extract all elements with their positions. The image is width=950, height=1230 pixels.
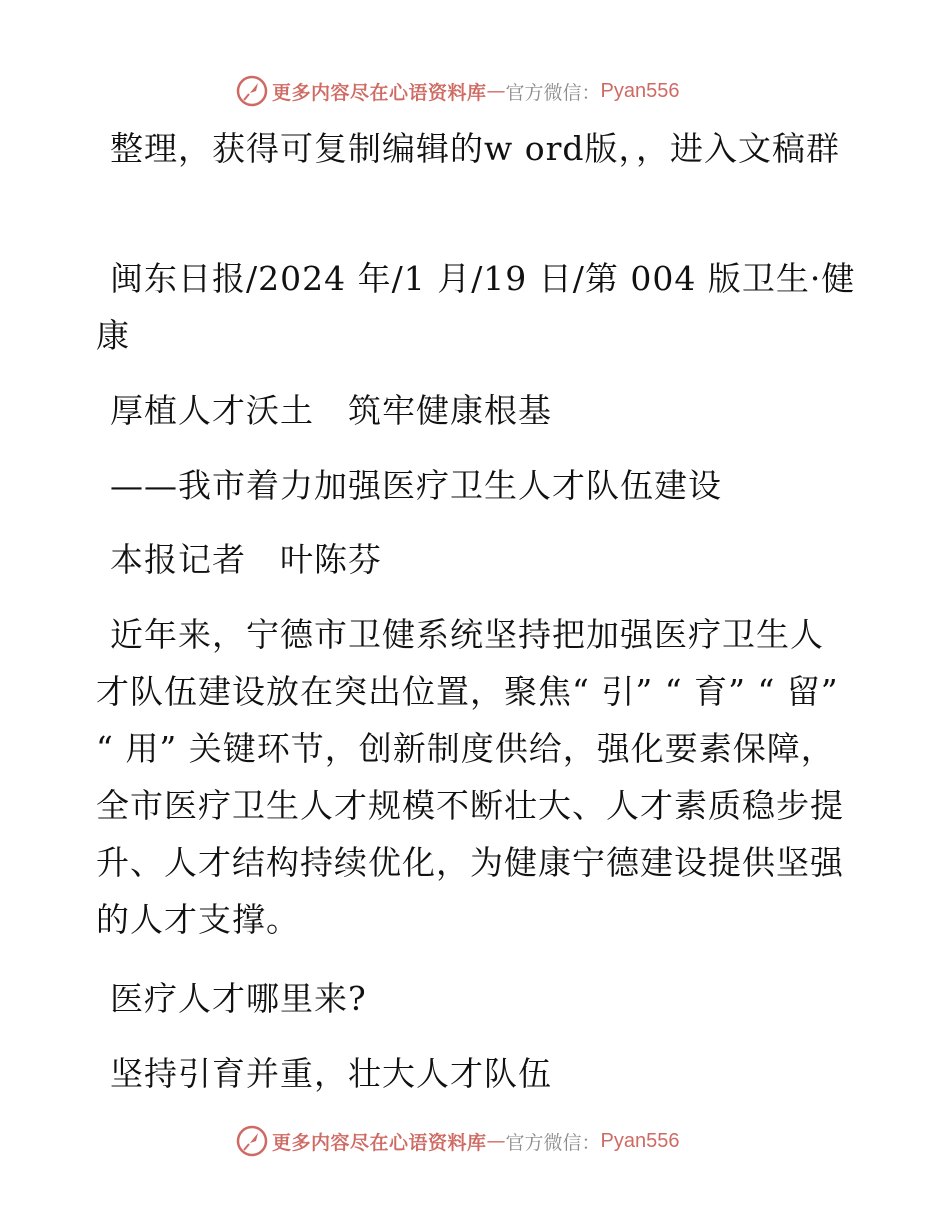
watermark-footer: [236, 1124, 680, 1158]
watermark-id: Pyan556: [600, 1129, 680, 1152]
watermark-subtitle: 官方微信：: [505, 1131, 601, 1154]
watermark-subtitle: 官方微信：: [505, 81, 601, 104]
section-heading: 坚持引育并重，壮大人才队伍: [110, 1054, 552, 1093]
watermark-separator: —: [486, 1130, 506, 1152]
watermark-header: [236, 74, 680, 108]
watermark-id: Pyan556: [600, 79, 680, 102]
paragraph-source-line: 闽东日报/2024 年/1 月/19 日/第 004 版卫生·健康: [96, 259, 856, 355]
article-title: 厚植人才沃土 筑牢健康根基: [110, 391, 552, 430]
section-question: 医疗人才哪里来?: [110, 979, 367, 1018]
watermark-separator: —: [486, 80, 506, 102]
feather-logo-icon: [236, 75, 268, 107]
article-byline: 本报记者 叶陈芬: [110, 540, 382, 579]
article-subtitle: ——我市着力加强医疗卫生人才队伍建设: [110, 466, 722, 505]
feather-logo-icon: [236, 1125, 268, 1157]
paragraph-lead: 近年来，宁德市卫健系统坚持把加强医疗卫生人才队伍建设放在突出位置，聚焦“ 引” “ 育” “ 留” “ 用” 关键环节，创新制度供给，强化要素保障，全市医疗卫生人才规模不断壮大、人才素质稳步提升、人才结构持续优化，为健康宁德建设提供坚强的人才支撑。: [96, 615, 844, 939]
watermark-title: 更多内容尽在心语资料库: [272, 1131, 487, 1154]
paragraph-intro-note: 整理，获得可复制编辑的w ord版，，进入文稿群: [110, 129, 841, 168]
watermark-title: 更多内容尽在心语资料库: [272, 81, 487, 104]
